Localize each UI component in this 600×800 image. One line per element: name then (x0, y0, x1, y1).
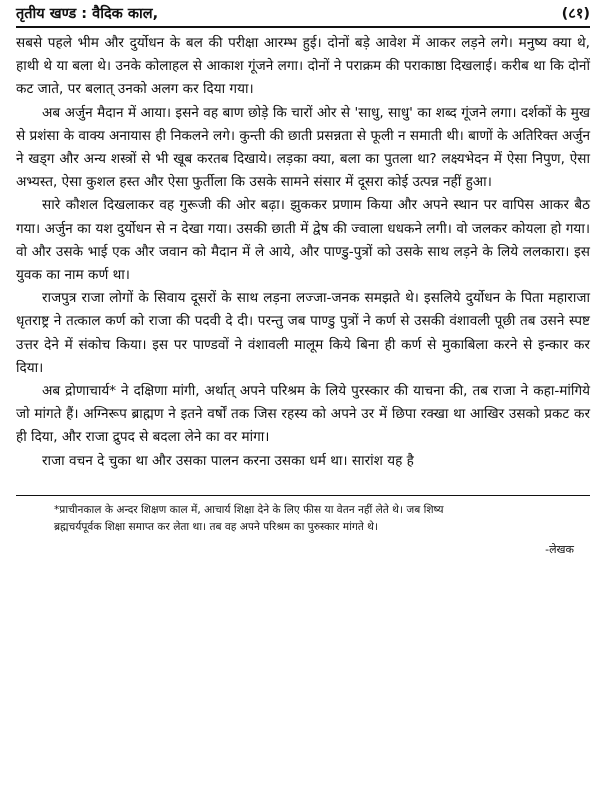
running-head: तृतीय खण्ड : वैदिक काल, (16, 6, 159, 22)
footnote-line: ब्रह्मचर्यपूर्वक शिक्षा समाप्त कर लेता था। तब वह अपने परिश्रम का पुरुस्कार मांगते थे। (54, 520, 378, 533)
paragraph: अब द्रोणाचार्य* ने दक्षिणा मांगी, अर्थात् अपने परिश्रम के लिये पुरस्कार की याचना की, तब राजा ने कहा-मांगिये जो मांगते हैं। अग्निरूप ब्राह्मण ने इतने वर्षों तक जिस रहस्य को अपने उर में छिपा रक्खा था आखिर उसको प्रकट कर ही दिया, और राजा द्रुपद से बदला लेने का वर मांगा। (16, 383, 590, 446)
footnote-divider (16, 495, 590, 496)
footnote-line: *प्राचीनकाल के अन्दर शिक्षण काल में, आचार्य शिक्षा देने के लिए फीस या वेतन नहीं लेते थे। जब शिष्य (54, 503, 444, 516)
paragraph: सारे कौशल दिखलाकर वह गुरूजी की ओर बढ़ा। झुककर प्रणाम किया और अपने स्थान पर वापिस आकर बैठ गया। अर्जुन का यश दुर्योधन से न देखा गया। उसकी छाती में द्वेष की ज्वाला धधकने लगी। वो जलकर कोयला हो गया। वो और उसके भाई एक और जवान को मैदान में ले आये, और पाण्डु-पुत्रों को उसके साथ लड़ने के लिये ललकारा। इस युवक का नाम कर्ण था। (16, 197, 590, 284)
paragraph: राजपुत्र राजा लोगों के सिवाय दूसरों के साथ लड़ना लज्जा-जनक समझते थे। इसलिये दुर्योधन के पिता महाराजा धृतराष्ट्र ने तत्काल कर्ण को राजा की पदवी दे दी। परन्तु जब पाण्डु पुत्रों ने कर्ण से उसकी वंशावली पूछी तब उसने स्पष्ट उत्तर देने में संकोच किया। इस पर पाण्डवों ने वंशावली मालूम किये बिना ही कर्ण से मुकाबिला करने से इन्कार कर दिया। (16, 290, 590, 376)
footnote (16, 502, 590, 536)
paragraph: राजा वचन दे चुका था और उसका पालन करना उसका धर्म था। सारांश यह है (42, 452, 414, 469)
author-signature: -लेखक (545, 542, 574, 556)
paragraph: अब अर्जुन मैदान में आया। इसने वह बाण छोड़े कि चारों ओर से 'साधु, साधु' का शब्द गूंजने लगा। दर्शकों के मुख से प्रशंसा के वाक्य अनायास ही निकलने लगे। कुन्ती की छाती प्रसन्नता से फूली न समाती थी। बाणों के अतिरिक्त अर्जुन ने खड्ग और अन्य शस्त्रों से भी खूब करतब दिखाये। लड़का क्या, बला का पुतला था? लक्ष्यभेदन में ऐसा निपुण, ऐसा अभ्यस्त, ऐसा कुशल हस्त और ऐसा फुर्तीला कि उसके सामने संसार में दूसरा कोई उत्पन्न नहीं हुआ। (16, 104, 590, 191)
page-number: (८१) (561, 6, 590, 22)
paragraph: सबसे पहले भीम और दुर्योधन के बल की परीक्षा आरम्भ हुई। दोनों बड़े आवेश में आकर लड़ने लगे। मनुष्य क्या थे, हाथी थे या बला थे। उनके कोलाहल से आकाश गूंजने लगा। दोनों ने पराक्रम की पराकाष्ठा दिखलाई। करीब था कि दोनों कट जाते, पर बलात् उनको अलग कर दिया गया। (16, 35, 590, 98)
body-text (16, 32, 590, 473)
page-header (16, 4, 590, 28)
